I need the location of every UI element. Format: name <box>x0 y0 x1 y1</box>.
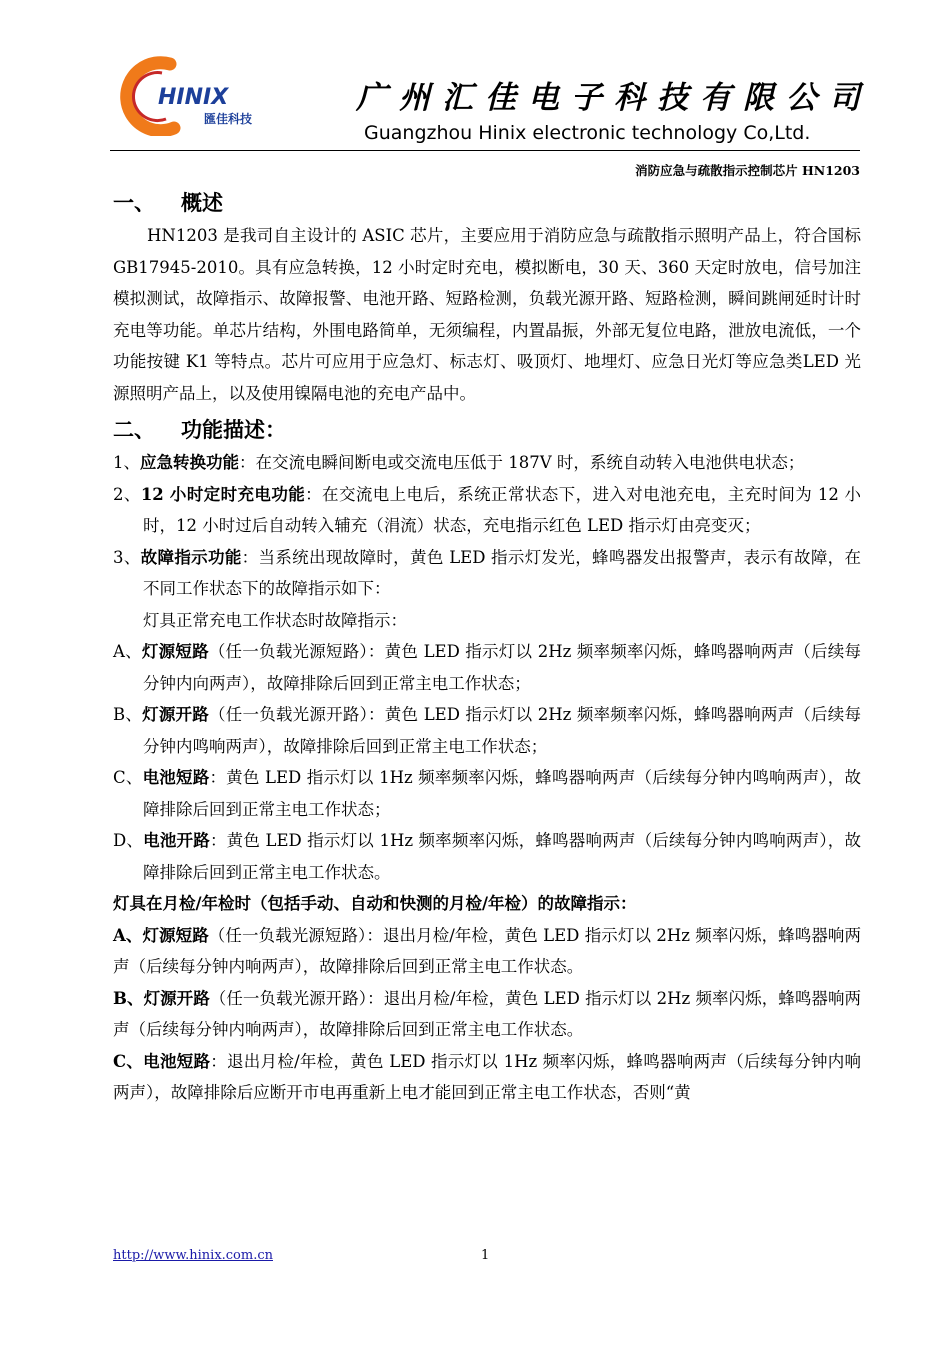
fault-label: 电池开路 <box>143 831 210 850</box>
fault-label: 电池短路 <box>142 768 210 787</box>
section-number: 一、 <box>113 191 155 215</box>
section-title: 概述 <box>181 191 223 215</box>
fault-item: B、灯源开路（任一负载光源开路）：黄色 LED 指示灯以 2Hz 频率频率闪烁，蜂鸣器响两声（后续每分钟内鸣响两声），故障排除后回到正常主电工作状态； <box>113 705 861 756</box>
document-body <box>113 186 861 1109</box>
test-state-heading: 灯具在月检/年检时（包括手动、自动和快测的月检/年检）的故障指示： <box>113 894 637 913</box>
hinix-logo-graphic <box>118 56 278 136</box>
fault-label: 灯源短路 <box>141 642 209 661</box>
function-label: 12 小时定时充电功能 <box>140 484 306 504</box>
test-fault-item: B、灯源开路（任一负载光源开路）：退出月检/年检，黄色 LED 指示灯以 2Hz 频率闪烁，蜂鸣器响两声（后续每分钟内响两声），故障排除后回到正常主电工作状态。 <box>113 988 862 1039</box>
normal-state-intro: 灯具正常充电工作状态时故障指示： <box>143 610 407 630</box>
section-heading-overview <box>113 186 861 220</box>
function-label: 应急转换功能 <box>140 453 239 472</box>
page-number: 1 <box>481 1248 490 1263</box>
document-subtitle: 消防应急与疏散指示控制芯片 HN1203 <box>635 163 860 178</box>
company-name-english: Guangzhou Hinix electronic technology Co,Ltd. <box>364 122 811 144</box>
fault-label: 灯源开路 <box>142 705 210 724</box>
function-item: 3、故障指示功能：当系统出现故障时，黄色 LED 指示灯发光，蜂鸣器发出报警声，表示有故障，在不同工作状态下的故障指示如下： <box>113 547 862 598</box>
test-fault-item: C、电池短路：退出月检/年检，黄色 LED 指示灯以 1Hz 频率闪烁，蜂鸣器响两声（后续每分钟内响两声），故障排除后应断开市电再重新上电才能回到正常主电工作状态，否则“黄 <box>113 1051 861 1102</box>
fault-item: A、灯源短路（任一负载光源短路）：黄色 LED 指示灯以 2Hz 频率频率闪烁，蜂鸣器响两声（后续每分钟内向两声），故障排除后回到正常主电工作状态； <box>113 642 861 693</box>
fault-item: C、电池短路：黄色 LED 指示灯以 1Hz 频率频率闪烁，蜂鸣器响两声（后续每分钟内鸣响两声），故障排除后回到正常主电工作状态； <box>113 768 862 819</box>
fault-label: 电池短路 <box>143 1051 211 1071</box>
section-title: 功能描述： <box>181 418 286 442</box>
function-label: 故障指示功能 <box>140 547 242 567</box>
section-number: 二、 <box>113 418 155 442</box>
company-logo <box>118 56 278 136</box>
function-item: 1、应急转换功能：在交流电瞬间断电或交流电压低于 187V 时，系统自动转入电池供电状态； <box>113 453 805 472</box>
test-fault-item: A、灯源短路（任一负载光源短路）：退出月检/年检，黄色 LED 指示灯以 2Hz 频率闪烁，蜂鸣器响两声（后续每分钟内响两声），故障排除后回到正常主电工作状态。 <box>113 925 861 976</box>
overview-paragraph: HN1203 是我司自主设计的 ASIC 芯片，主要应用于消防应急与疏散指示照明产品上，符合国标 GB17945-2010。具有应急转换，12 小时定时充电，模拟断电，30 天、360 天定时放电，信号加注模拟测试，故障指示、故障报警、电池开路、短路检测，负载光源开路、短路检测，瞬间跳闸延时计时充电等功能。单芯片结构，外围电路简单，无须编程，内置晶振，外部无复位电路，泄放电流低，一个功能按键 K1 等特点。芯片可应用于应急灯、标志灯、吸顶灯、地埋灯、应急日光灯等应急类LED 光源照明产品上，以及使用镍隔电池的充电产品中。 <box>113 226 861 403</box>
fault-item: D、电池开路：黄色 LED 指示灯以 1Hz 频率频率闪烁，蜂鸣器响两声（后续每分钟内鸣响两声），故障排除后回到正常主电工作状态。 <box>113 831 861 882</box>
header-divider <box>110 150 860 151</box>
company-name-chinese: 广州汇佳电子科技有限公司 <box>356 80 872 116</box>
footer-website-link[interactable]: http://www.hinix.com.cn <box>113 1248 273 1263</box>
fault-label: 灯源短路 <box>142 925 209 945</box>
section-heading-functions <box>113 413 861 447</box>
logo-wordmark: HINIX <box>158 85 229 110</box>
logo-chinese-name: 匯佳科技 <box>204 112 253 126</box>
function-item: 2、12 小时定时充电功能：在交流电上电后，系统正常状态下，进入对电池充电，主充时间为 12 小时，12 小时过后自动转入辅充（涓流）状态，充电指示红色 LED 指示灯由亮变灭； <box>113 484 861 535</box>
fault-label: 灯源开路 <box>143 988 210 1008</box>
